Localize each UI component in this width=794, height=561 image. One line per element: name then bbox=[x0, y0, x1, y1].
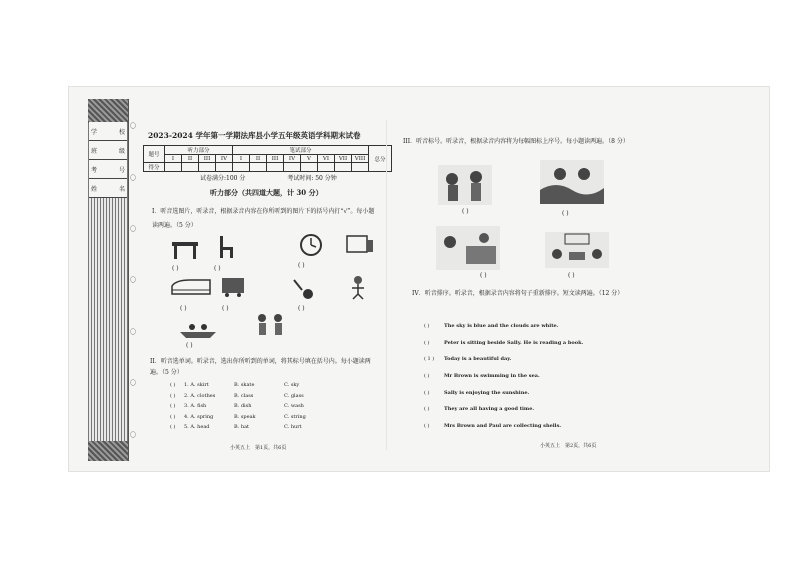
answer-bracket[interactable]: ( ) bbox=[568, 272, 575, 279]
answer-bracket[interactable]: ( ) bbox=[298, 305, 305, 312]
list-item: ( ) 4. A. spring B. speak C. string bbox=[170, 413, 306, 420]
binding-bottom-pattern bbox=[88, 441, 128, 461]
col-header: IV bbox=[216, 155, 233, 163]
score-cell[interactable] bbox=[165, 163, 182, 172]
exam-number-field[interactable]: 考 号 bbox=[89, 160, 127, 179]
score-cell[interactable] bbox=[199, 163, 216, 172]
score-cell[interactable] bbox=[284, 163, 301, 172]
row-label-score: 得分 bbox=[144, 163, 165, 172]
order-bracket[interactable]: ( ) bbox=[424, 323, 430, 330]
scene-picture-2 bbox=[540, 160, 604, 204]
list-item: ( ) Sally is enjoying the sunshine. bbox=[424, 389, 530, 396]
list-item: ( ) Peter is sitting beside Sally. He is reading a book. bbox=[424, 339, 584, 346]
answer-bracket[interactable]: ( ) bbox=[170, 424, 176, 431]
page-divider bbox=[386, 120, 387, 450]
answer-bracket[interactable]: ( ) bbox=[480, 272, 487, 279]
listening-section-title: 听力部分（共四道大题，计 30 分） bbox=[210, 188, 323, 197]
ordering-sentence-list bbox=[424, 318, 583, 434]
col-header: I bbox=[233, 155, 250, 163]
boat-icon bbox=[178, 318, 218, 340]
answer-bracket[interactable]: ( ) bbox=[214, 265, 221, 272]
answer-bracket[interactable]: ( ) bbox=[172, 265, 179, 272]
q2-instructions: II．听音选单词。听录音，选出你所听到的单词，将其标号填在括号内。每小题读两遍。（5 分） bbox=[150, 358, 371, 376]
scene-picture-1 bbox=[438, 165, 492, 205]
list-item: ( ) 5. A. head B. hat C. hurt bbox=[170, 424, 302, 431]
list-item: ( ) The sky is blue and the clouds are white. bbox=[424, 323, 559, 330]
answer-bracket[interactable]: ( ) bbox=[170, 403, 176, 410]
list-item: ( ) 1. A. skirt B. skate C. sky bbox=[170, 382, 300, 389]
col-header: IV bbox=[284, 155, 301, 163]
answer-bracket[interactable]: ( ) bbox=[298, 262, 305, 269]
list-item: ( ) They are all having a good time. bbox=[424, 406, 535, 413]
answer-bracket[interactable]: ( ) bbox=[462, 208, 469, 215]
scene-picture-3 bbox=[436, 226, 500, 270]
scene-picture-4 bbox=[545, 232, 609, 268]
score-cell[interactable] bbox=[250, 163, 267, 172]
score-cell[interactable] bbox=[318, 163, 335, 172]
desk-icon bbox=[345, 232, 375, 258]
list-item: ( ) Mr Brown is swimming in the sea. bbox=[424, 373, 540, 380]
q1-instructions: I．听音选图片，听录音，根据录音内容在你所听到的图片下的括号内打“√”。每小题读两遍。（5 分） bbox=[152, 208, 375, 229]
student-info-fields bbox=[89, 122, 127, 198]
page-footer-right: 小英五上 第2页，共6页 bbox=[540, 443, 597, 449]
binding-mark: 〇 bbox=[129, 328, 136, 336]
order-bracket[interactable]: ( ) bbox=[424, 406, 430, 413]
school-field[interactable]: 学 校 bbox=[89, 122, 127, 141]
list-item: ( ) 3. A. fish B. dish C. wash bbox=[170, 403, 304, 410]
clock-icon bbox=[298, 232, 324, 258]
col-header: VI bbox=[318, 155, 335, 163]
binding-mark: 〇 bbox=[129, 226, 136, 234]
bus-icon bbox=[220, 276, 246, 298]
score-cell[interactable] bbox=[267, 163, 284, 172]
kids-icon bbox=[252, 312, 288, 342]
answer-bracket[interactable]: ( ) bbox=[222, 305, 229, 312]
order-bracket[interactable]: ( 1 ) bbox=[424, 356, 435, 363]
row-label-number: 题号 bbox=[144, 146, 165, 163]
order-bracket[interactable]: ( ) bbox=[424, 422, 430, 429]
score-cell[interactable] bbox=[352, 163, 369, 172]
full-score: 试卷满分:100 分 bbox=[200, 175, 246, 182]
col-header: II bbox=[250, 155, 267, 163]
col-header: II bbox=[182, 155, 199, 163]
name-field[interactable]: 姓 名 bbox=[89, 179, 127, 198]
binding-mark: 〇 bbox=[129, 380, 136, 388]
ball-icon bbox=[290, 276, 316, 300]
exam-time: 考试时间: 50 分钟 bbox=[287, 175, 337, 182]
col-header: III bbox=[267, 155, 284, 163]
answer-bracket[interactable]: ( ) bbox=[180, 305, 187, 312]
col-header: VIII bbox=[352, 155, 369, 163]
score-cell[interactable] bbox=[182, 163, 199, 172]
score-cell[interactable] bbox=[301, 163, 318, 172]
order-bracket[interactable]: ( ) bbox=[424, 373, 430, 380]
chair-icon bbox=[216, 234, 236, 260]
exam-meta bbox=[200, 173, 377, 182]
score-table bbox=[143, 145, 392, 172]
col-header: I bbox=[165, 155, 182, 163]
order-bracket[interactable]: ( ) bbox=[424, 389, 430, 396]
binding-mark: 〇 bbox=[129, 431, 136, 439]
word-choice-list bbox=[170, 380, 334, 433]
q4-instructions: IV．听音排序。听录音，根据录音内容将句子重新排序。短文读两遍。（12 分） bbox=[412, 290, 624, 297]
page-footer-left: 小英五上 第1页，共6页 bbox=[230, 445, 287, 451]
answer-bracket[interactable]: ( ) bbox=[170, 382, 176, 389]
binding-mark: 〇 bbox=[129, 123, 136, 131]
class-field[interactable]: 班 级 bbox=[89, 141, 127, 160]
listening-header: 听力部分 bbox=[165, 146, 233, 155]
list-item: ( 1 ) Today is a beautiful day. bbox=[424, 356, 512, 363]
answer-bracket[interactable]: ( ) bbox=[170, 413, 176, 420]
list-item: ( ) 2. A. clothes B. class C. glass bbox=[170, 392, 304, 399]
exam-title: 2023-2024 学年第一学期法库县小学五年级英语学科期末试卷 bbox=[148, 131, 361, 140]
written-header: 笔试部分 bbox=[233, 146, 369, 155]
cut-line bbox=[129, 100, 137, 460]
binding-mark: 〇 bbox=[129, 277, 136, 285]
score-cell[interactable] bbox=[216, 163, 233, 172]
table-icon bbox=[170, 238, 200, 260]
col-header: VII bbox=[335, 155, 352, 163]
train-icon bbox=[170, 278, 212, 298]
order-bracket[interactable]: ( ) bbox=[424, 339, 430, 346]
col-header: V bbox=[301, 155, 318, 163]
total-header: 总分 bbox=[369, 146, 392, 172]
binding-mark: 〇 bbox=[129, 174, 136, 182]
kite-icon bbox=[345, 274, 371, 300]
answer-bracket[interactable]: ( ) bbox=[186, 342, 193, 349]
score-cell[interactable] bbox=[233, 163, 250, 172]
binding-top-pattern bbox=[88, 99, 128, 123]
q3-instructions: III．听音标号。听录音，根据录音内容将为每幅图标上序号。每小题读两遍。（8 分） bbox=[403, 138, 629, 145]
list-item: ( ) Mrs Brown and Paul are collecting shells. bbox=[424, 422, 562, 429]
col-header: III bbox=[199, 155, 216, 163]
answer-bracket[interactable]: ( ) bbox=[170, 392, 176, 399]
score-cell[interactable] bbox=[335, 163, 352, 172]
answer-bracket[interactable]: ( ) bbox=[562, 210, 569, 217]
